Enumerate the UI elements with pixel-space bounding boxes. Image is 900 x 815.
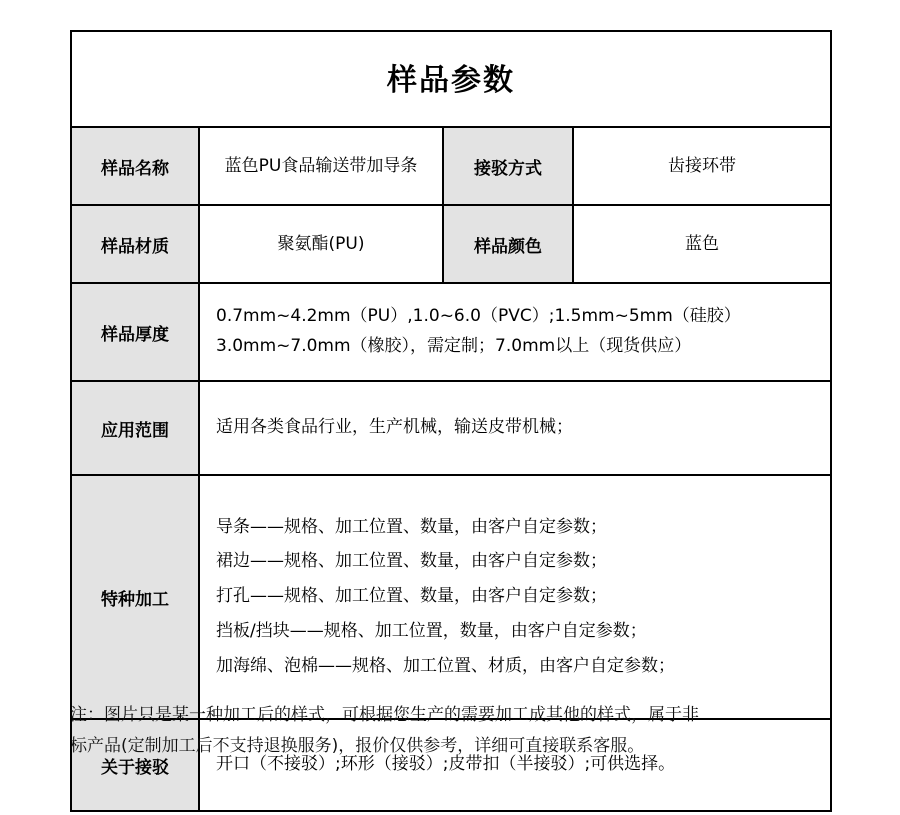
special-line-1: 导条——规格、加工位置、数量，由客户自定参数； [216,516,607,537]
page-title: 样品参数 [71,31,831,127]
table-row-special-processing [71,475,831,719]
value-application-range: 适用各类食品行业，生产机械，输送皮带机械； [199,381,831,475]
label-sample-color: 样品颜色 [443,205,573,283]
footer-note [70,700,846,763]
note-line-2: 标产品(定制加工后不支持退换服务)，报价仅供参考，详细可直接联系客服。 [70,736,645,757]
value-sample-name: 蓝色PU食品输送带加导条 [199,127,443,205]
label-sample-material: 样品材质 [71,205,199,283]
value-special-processing [199,475,831,719]
value-sample-material: 聚氨酯(PU) [199,205,443,283]
table-row-material [71,205,831,283]
thickness-line-1: 0.7mm~4.2mm（PU）,1.0~6.0（PVC）;1.5mm~5mm（硅胶） [216,306,741,327]
special-line-2: 裙边——规格、加工位置、数量，由客户自定参数； [216,551,607,572]
table-row-thickness [71,283,831,381]
label-application-range: 应用范围 [71,381,199,475]
value-sample-color: 蓝色 [573,205,831,283]
special-line-3: 打孔——规格、加工位置、数量，由客户自定参数； [216,586,607,607]
table-row-application [71,381,831,475]
table-row-sample-name [71,127,831,205]
label-special-processing: 特种加工 [71,475,199,719]
value-about-splice: 开口（不接驳）;环形（接驳）;皮带扣（半接驳）;可供选择。 [199,719,831,811]
value-sample-thickness [199,283,831,381]
label-about-splice: 关于接驳 [71,719,199,811]
label-sample-name: 样品名称 [71,127,199,205]
label-splice-method: 接驳方式 [443,127,573,205]
special-line-5: 加海绵、泡棉——规格、加工位置、材质，由客户自定参数； [216,655,675,676]
special-line-4: 挡板/挡块——规格、加工位置，数量，由客户自定参数； [216,620,647,641]
note-line-1: 注：图片只是某一种加工后的样式，可根据您生产的需要加工成其他的样式，属于非 [70,705,699,725]
value-splice-method: 齿接环带 [573,127,831,205]
table-row-title [71,31,831,127]
sample-parameters-table [70,30,832,812]
thickness-line-2: 3.0mm~7.0mm（橡胶），需定制；7.0mm以上（现货供应） [216,336,692,356]
label-sample-thickness: 样品厚度 [71,283,199,381]
